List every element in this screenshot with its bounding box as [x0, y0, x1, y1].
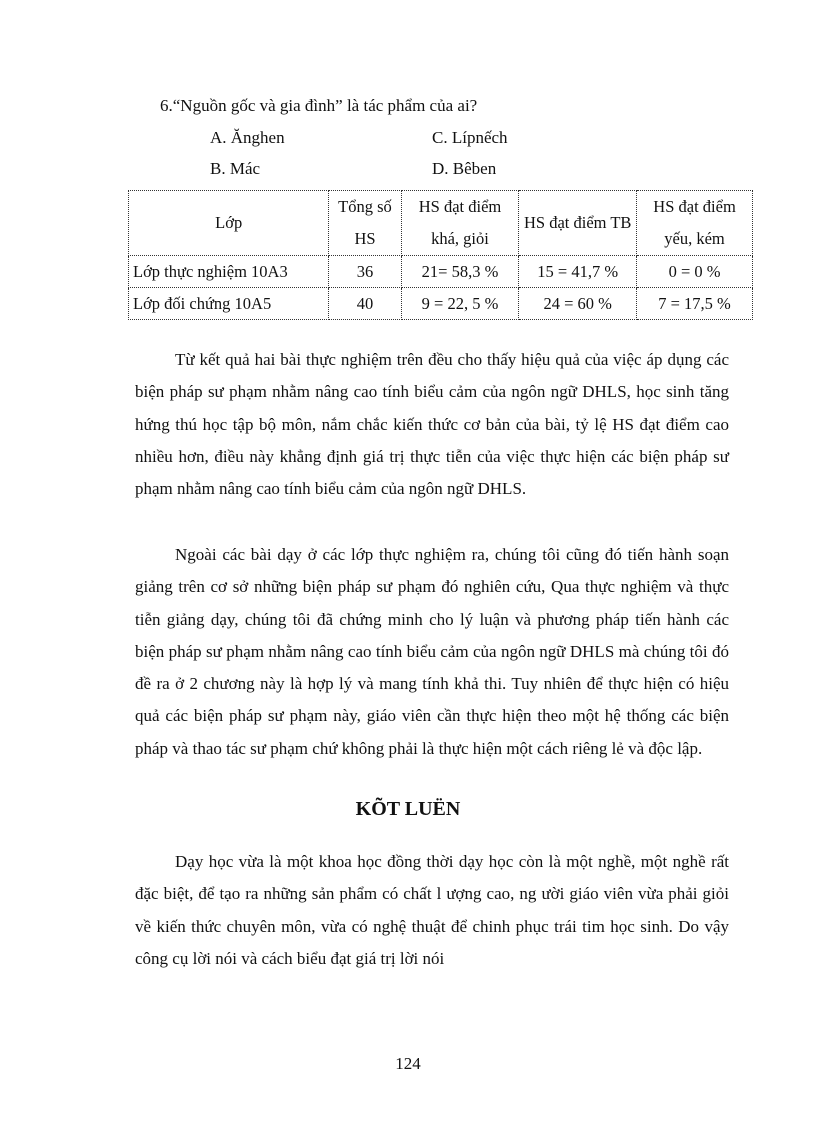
- table-header-row: [129, 191, 753, 256]
- option-b: B. Mác: [210, 159, 261, 178]
- table-cell: Lớp thực nghiệm 10A3: [129, 256, 329, 288]
- conclusion-heading: KÕT LUËN: [355, 798, 461, 820]
- table-cell: 40: [329, 288, 401, 320]
- table-row: [129, 288, 753, 320]
- table-cell: 36: [329, 256, 401, 288]
- header-total: Tổng số HS: [329, 191, 401, 256]
- table-cell: 7 = 17,5 %: [637, 288, 753, 320]
- paragraph-results: Từ kết quả hai bài thực nghiệm trên đều cho thấy hiệu quả của việc áp dụng các biện pháp sư phạm nhằm nâng cao tính biểu cảm của ngôn ngữ DHLS, học sinh tăng hứng thú học tập bộ môn, nắm chắc kiến thức cơ bản của bài, tỷ lệ HS đạt điểm cao nhiều hơn, điều này khẳng định giá trị thực tiễn của việc thực hiện các biện pháp sư phạm nhằm nâng cao tính biểu cảm của ngôn ngữ DHLS.: [135, 350, 729, 499]
- page-number: 124: [395, 1054, 421, 1073]
- paragraph-summary: Ngoài các bài dạy ở các lớp thực nghiệm ra, chúng tôi cũng đó tiến hành soạn giảng trên cơ sở những biện pháp sư phạm đó nghiên cứu, Qua thực nghiệm và thực tiễn giảng dạy, chúng tôi đã chứng minh cho lý luận và phương pháp tiến hành các biện pháp sư phạm nhằm nâng cao tính biểu cảm của ngôn ngữ DHLS mà chúng tôi đó đề ra ở 2 chương này là hợp lý và mang tính khả thi. Tuy nhiên để thực hiện có hiệu quả các biện pháp sư phạm này, giáo viên cần thực hiện theo một hệ thống các biện pháp và thao tác sư phạm chứ không phải là thực hiện một cách riêng lẻ và độc lập.: [135, 545, 729, 758]
- results-table: [128, 190, 753, 320]
- table-cell: 0 = 0 %: [637, 256, 753, 288]
- header-good: HS đạt điểm khá, giỏi: [401, 191, 519, 256]
- question-text: 6.“Nguồn gốc và gia đình” là tác phẩm của ai?: [160, 96, 478, 115]
- paragraph-conclusion: Dạy học vừa là một khoa học đồng thời dạy học còn là một nghề, một nghề rất đặc biệt, để tạo ra những sản phẩm có chất l ượng cao, ng ười giáo viên vừa phải giỏi về kiến thức chuyên môn, vừa có nghệ thuật để chinh phục trái tim học sinh. Do vậy công cụ lời nói và cách biểu đạt giá trị lời nói: [135, 852, 729, 968]
- option-d: D. Bêben: [432, 159, 497, 178]
- table-row: [129, 256, 753, 288]
- header-average: HS đạt điểm TB: [519, 191, 637, 256]
- header-weak: HS đạt điểm yếu, kém: [637, 191, 753, 256]
- table-cell: 24 = 60 %: [519, 288, 637, 320]
- table-cell: Lớp đối chứng 10A5: [129, 288, 329, 320]
- header-class: Lớp: [129, 191, 329, 256]
- option-c: C. Lípnếch: [432, 128, 508, 147]
- table-cell: 21= 58,3 %: [401, 256, 519, 288]
- option-a: A. Ănghen: [210, 128, 285, 147]
- table-cell: 15 = 41,7 %: [519, 256, 637, 288]
- table-cell: 9 = 22, 5 %: [401, 288, 519, 320]
